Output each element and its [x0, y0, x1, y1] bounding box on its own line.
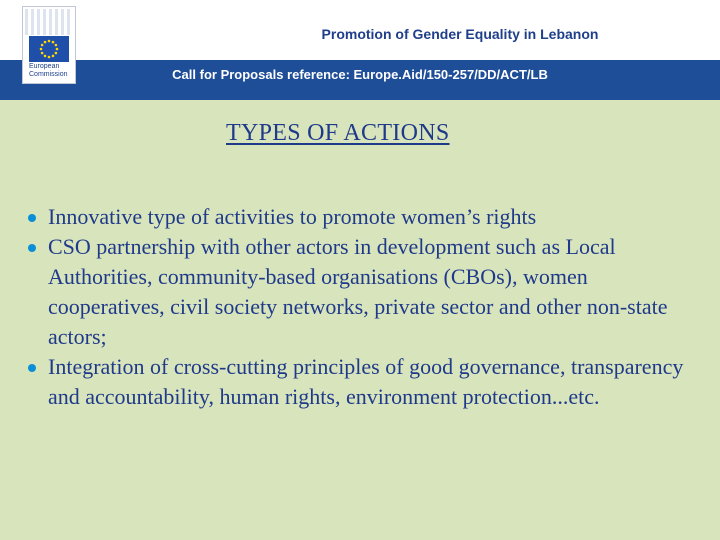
bullet-text: Integration of cross-cutting principles of good governance, transparency and accountability, human rights, environment protection...etc. [48, 354, 684, 409]
bullet-item-cross-cutting-principles [28, 352, 708, 412]
project-title: Promotion of Gender Equality in Lebanon [321, 26, 599, 42]
slide-title: TYPES OF ACTIONS [226, 120, 450, 146]
bullet-item-innovative-activities [28, 202, 708, 232]
logo-caption [29, 63, 75, 79]
european-commission-logo [22, 6, 76, 84]
bullet-text: Innovative type of activities to promote women’s rights [48, 204, 537, 229]
eu-flag-icon [29, 36, 69, 62]
bullet-text: CSO partnership with other actors in development such as Local Authorities, community-based organisations (CBOs), women cooperatives, civil society networks, private sector and other non-state actors; [48, 234, 668, 349]
logo-line-1: European [29, 63, 60, 70]
bullet-dot-icon [28, 364, 36, 372]
proposal-reference: Call for Proposals reference: Europe.Aid/150-257/DD/ACT/LB [172, 67, 548, 82]
slide-header [0, 0, 720, 100]
bullet-dot-icon [28, 244, 36, 252]
bullet-item-cso-partnership [28, 232, 708, 352]
actions-bullet-list [28, 202, 708, 412]
logo-line-2: Commission [29, 71, 68, 78]
bullet-dot-icon [28, 214, 36, 222]
berlaymont-building-icon [25, 9, 73, 35]
